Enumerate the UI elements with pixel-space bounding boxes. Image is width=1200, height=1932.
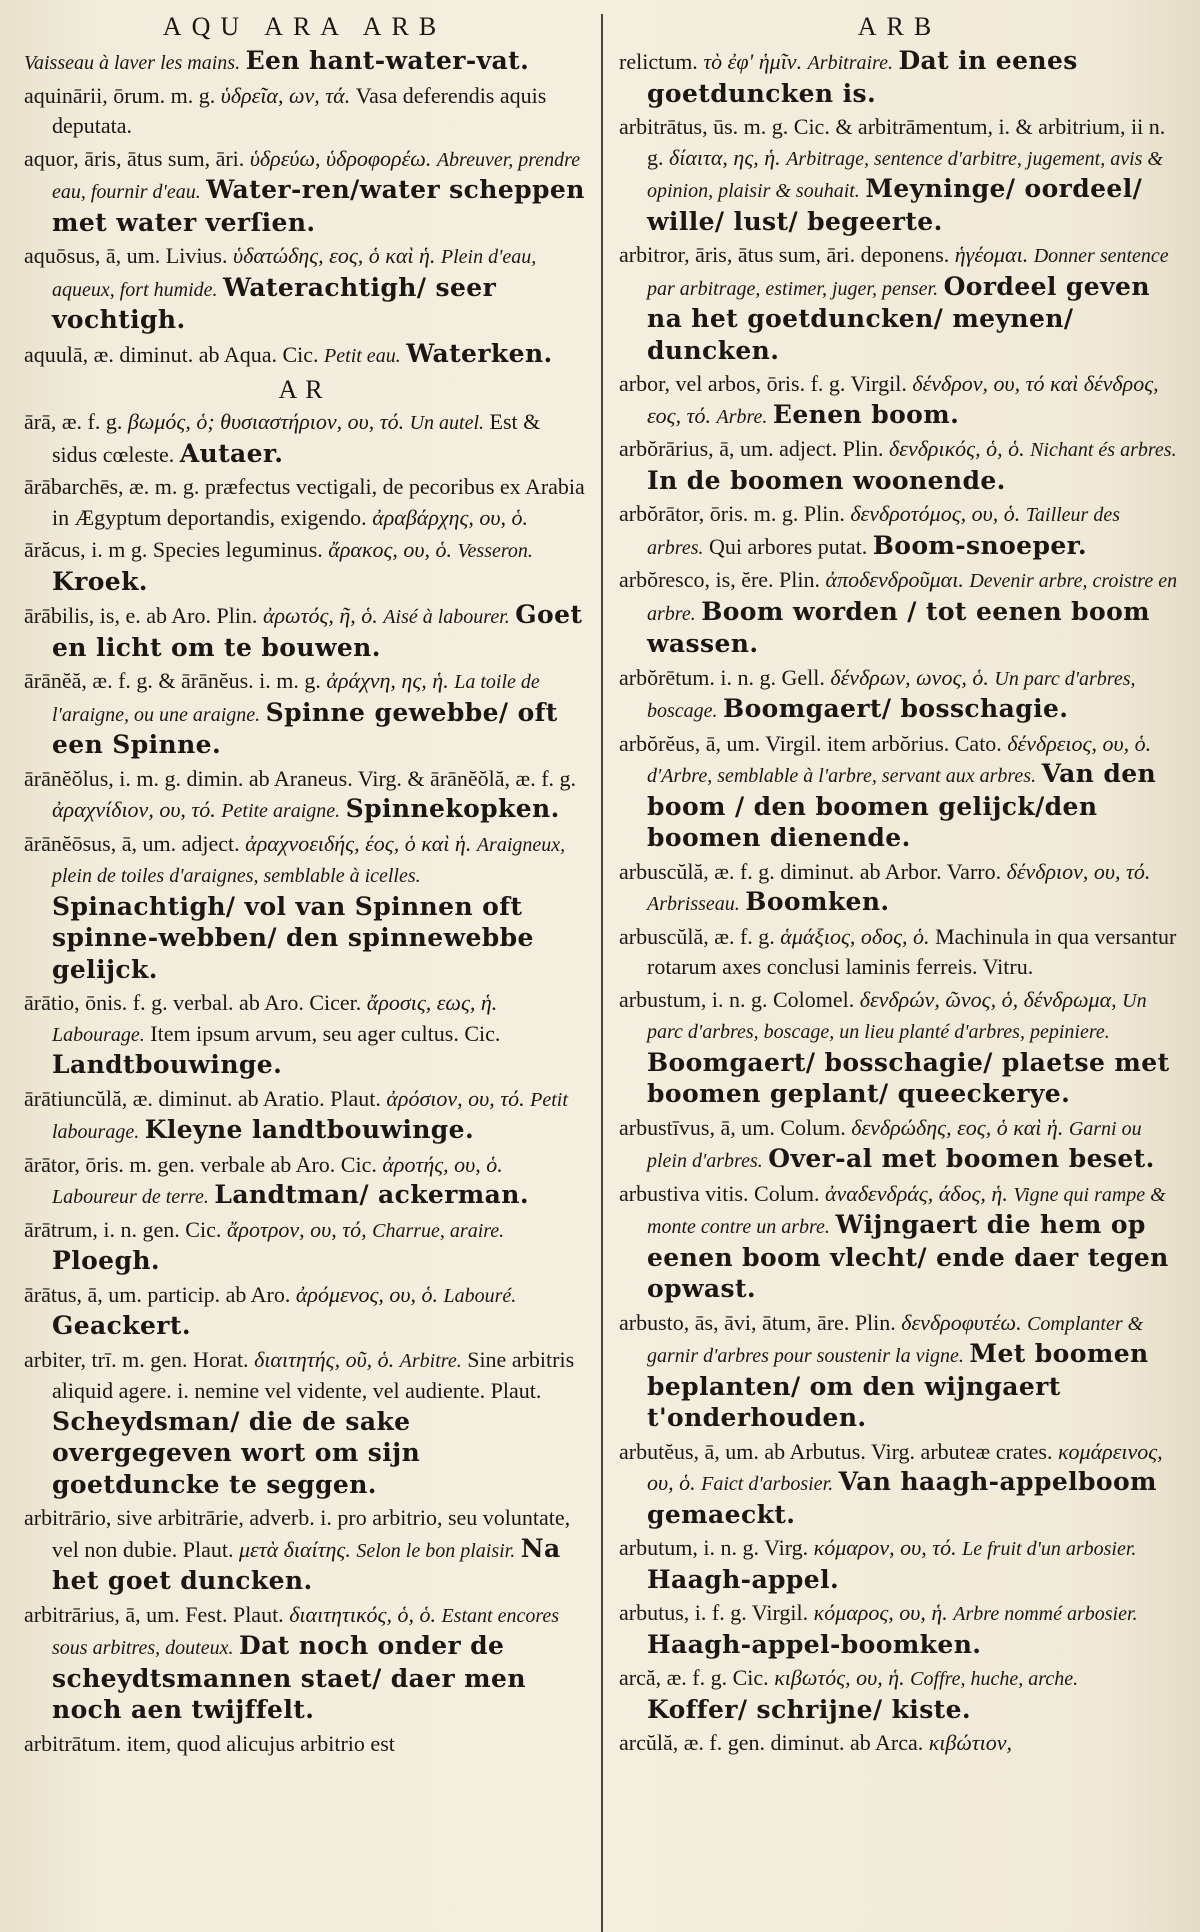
entry-dutch: Koffer/ schrijne/ kiste. [647, 1694, 972, 1724]
entry-latin: ā, um. ab Arbutus. Virg. arbuteæ crates. [704, 1438, 1053, 1464]
entry-dutch: Over-al met boomen beset. [768, 1144, 1155, 1173]
entry-latin: ōnis. f. g. verbal. ab Aro. Cicer. [85, 990, 362, 1015]
dictionary-entry [619, 1113, 1180, 1177]
entry-greek: κιβωτός, ου, ἡ. [774, 1665, 905, 1690]
entry-greek: ὑδρεύω, ὑδροφορέω. [249, 145, 432, 171]
entry-latin: ā, um. adject. [121, 830, 240, 856]
entry-french: Arbrisseau. [647, 893, 740, 915]
entry-headword: arbitror, [619, 242, 690, 267]
entry-headword: ārānĕŏlus, [24, 765, 114, 791]
entry-latin: æ. f. g. & ārānĕus. i. m. g. [92, 668, 321, 693]
entry-french: Plein d'eau, aqueux, fort humide. [52, 246, 537, 301]
entry-french: Un parc d'arbres, boscage. [647, 667, 1136, 722]
entry-french: Devenir arbre, croistre en arbre. [647, 570, 1178, 625]
entry-headword: arbusto, [619, 1309, 690, 1335]
entry-dutch: Boom-snoeper. [872, 530, 1088, 560]
dictionary-entry [619, 1728, 1180, 1759]
dictionary-entry [619, 240, 1180, 367]
entry-greek: δενδρικός, ὁ, ὁ. [889, 436, 1025, 461]
entry-greek: ἄροτρον, ου, τό, [226, 1216, 367, 1242]
entry-greek: ἀροτής, ου, ὁ. [382, 1151, 503, 1177]
entry-french: d'Arbre, semblable à l'arbre, servant aux arbres. [647, 765, 1037, 787]
entry-greek: ἀραχνοειδής, έος, ὁ καὶ ἡ. [245, 830, 472, 856]
entry-greek: ἀναδενδράς, άδος, ἡ. [824, 1180, 1008, 1206]
entry-greek: ἡγέομαι. [954, 242, 1029, 267]
entry-french: Complanter & garnir d'arbres pour soustenir la vigne. [647, 1312, 1144, 1367]
dictionary-entry [619, 1663, 1180, 1726]
entry-latin: ā, um. Virgil. item arbŏrius. Cato. [705, 730, 1002, 756]
entry-headword: ārā, [24, 409, 57, 434]
entry-dutch: Met boomen beplanten/ om den wijngaert t'onderhouden. [647, 1339, 1149, 1432]
entry-headword: ārātor, [24, 1151, 80, 1177]
entry-french: Labourage. [52, 1023, 145, 1046]
entry-headword: ārātus, [24, 1281, 83, 1307]
entry-latin-note: Qui arbores putat. [708, 533, 868, 559]
entry-greek: κιβώτιον, [928, 1730, 1012, 1755]
entry-dutch: Boomgaert/ bosschagie/ plaetse met boomen geplant/ queeckerye. [647, 1047, 1170, 1108]
entry-headword: arbor, [619, 371, 671, 396]
entry-latin: ōrum. m. g. [113, 82, 216, 108]
entry-dutch: Spinachtigh/ vol van Spinnen oft spinne-webben/ den spinnewebbe gelijck. [52, 891, 534, 984]
entry-french: Estant encores sous arbitres, douteux. [52, 1604, 560, 1659]
entry-latin: i. m. g. dimin. ab Araneus. Virg. & ārānĕŏlă, æ. f. g. [119, 765, 577, 791]
entry-latin: is, e. ab Aro. Plin. [99, 603, 258, 628]
entry-dutch: Landtbouwinge. [52, 1050, 283, 1079]
entry-latin: trī. m. gen. Horat. [91, 1346, 249, 1372]
entry-latin: āris, ātus sum, āri. [84, 145, 245, 171]
entry-dutch: Dat noch onder de scheydtsmannen staet/ daer men noch aen twijffelt. [52, 1631, 526, 1724]
entry-latin: ōris. m. g. Plin. [709, 501, 845, 526]
dictionary-entry [24, 81, 585, 142]
entry-latin: ā, um. Fest. Plaut. [125, 1601, 284, 1627]
entry-headword: arbitrārius, [24, 1601, 120, 1627]
entry-french: Petit eau. [324, 344, 401, 367]
entry-headword: aquinārii, [24, 82, 108, 108]
entry-french: Un parc d'arbres, boscage, un lieu planté d'arbres, pepiniere. [647, 989, 1147, 1043]
entry-dutch: Meyninge/ oordeel/ wille/ lust/ begeerte. [647, 174, 1143, 236]
entry-latin: ā, um. Colum. [720, 1114, 846, 1140]
entry-dutch: Geackert. [52, 1311, 191, 1340]
dictionary-entry [619, 922, 1180, 983]
entry-dutch: In de boomen woonende. [647, 465, 1006, 495]
entry-greek: ἁμάξιος, οδος, ὁ. [780, 923, 930, 949]
entry-dutch: Boom worden / tot eenen boom wassen. [647, 596, 1151, 658]
entry-headword: ārātrum, [24, 1216, 98, 1242]
left-entries [24, 407, 585, 1759]
dictionary-entry [24, 600, 585, 664]
entry-greek: ὑδρεῖα, ων, τά. [220, 82, 351, 108]
entry-french: Aisé à labourer. [383, 606, 510, 628]
dictionary-entry [619, 985, 1180, 1111]
right-column [607, 10, 1186, 1932]
entry-greek: διαιτητικός, ὁ, ὁ. [289, 1601, 436, 1627]
entry-french: Arbre. [716, 405, 768, 428]
entry-latin: æ. m. g. præfectus vectigali, de pecoribus ex Arabia in Ægyptum deportandis, exigendo. [52, 474, 585, 530]
entry-dutch: Boomken. [745, 887, 890, 916]
entry-headword: arbitrātus, [619, 114, 708, 139]
entry-french: Tailleur des arbres. [647, 504, 1120, 559]
entry-greek: δένδρειος, ου, ὁ. [1007, 730, 1152, 756]
entry-headword: arbustiva [619, 1180, 700, 1206]
entry-greek: βωμός, ὁ; θυσιαστήριον, ου, τό. [127, 409, 405, 434]
left-running-head: AQU ARA ARB [162, 12, 447, 41]
entry-french: Un autel. [409, 412, 485, 434]
entry-latin: æ. diminut. ab Aratio. Plaut. [132, 1085, 381, 1111]
entry-headword: arbŏrārius, [619, 436, 714, 461]
entry-latin: i. m g. Species leguminus. [91, 537, 323, 562]
dictionary-entry [619, 565, 1180, 661]
entry-headword: ārānĕă, [24, 668, 87, 693]
entry-french: La toile de l'araigne, ou une araigne. [52, 671, 540, 726]
dictionary-entry [24, 666, 585, 762]
right-entries [619, 46, 1180, 1759]
entry-latin: item, quod alicujus arbitrio est [126, 1730, 395, 1756]
dictionary-entry [619, 1533, 1180, 1596]
entry-latin: i. n. g. Gell. [720, 664, 825, 690]
entry-dutch: Landtman/ ackerman. [214, 1180, 529, 1209]
entry-dutch: Goet en licht om te bouwen. [52, 600, 583, 662]
entry-greek: δενδρών, ῶνος, ὁ, δένδρωμα, [859, 986, 1117, 1012]
entry-dutch: Waterachtigh/ seer vochtigh. [52, 272, 497, 334]
entry-latin: i. n. g. Virg. [703, 1535, 809, 1560]
entry-latin: ōris. m. gen. verbale ab Aro. Cic. [85, 1151, 377, 1177]
entry-headword: arcă, [619, 1665, 662, 1690]
entry-headword: arbutĕus, [619, 1438, 700, 1464]
dictionary-entry [24, 46, 585, 79]
dictionary-entry [619, 112, 1180, 238]
dictionary-entry [24, 472, 585, 533]
entry-latin: i. f. g. Virgil. [694, 1600, 809, 1625]
entry-dutch: Spinne gewebbe/ oft een Spinne. [52, 697, 558, 759]
dictionary-entry [24, 988, 585, 1082]
column-divider [601, 14, 603, 1932]
entry-latin: ā, um. Livius. [105, 243, 228, 268]
entry-headword: arbutum, [619, 1535, 698, 1560]
two-column-layout [14, 10, 1186, 1932]
entry-latin: ā, um. adject. Plin. [719, 436, 884, 461]
entry-headword: arbustum, [619, 986, 707, 1012]
entry-french: Vaisseau à laver les mains. [24, 52, 241, 74]
entry-dutch: Na het goet duncken. [52, 1533, 561, 1595]
entry-dutch: Scheydsman/ die de sake overgegeven wort om sijn goetduncke te seggen. [52, 1406, 421, 1499]
dictionary-entry [619, 1308, 1180, 1435]
dictionary-entry [619, 729, 1180, 855]
entry-headword: arbitrātum. [24, 1730, 122, 1756]
entry-greek: δένδρον, ου, τό καὶ δένδρος, εος, τό. [647, 371, 1159, 428]
dictionary-entry [619, 434, 1180, 497]
entry-french: Araigneux, plein de toiles d'araignes, semblable à icelles. [52, 833, 566, 887]
entry-headword: ārātiuncŭlă, [24, 1085, 128, 1111]
entry-latin: vitis. Colum. [705, 1180, 820, 1206]
entry-greek: δενδρώδης, εος, ὁ καὶ ἡ. [851, 1114, 1064, 1140]
entry-latin: i. n. gen. Cic. [103, 1216, 222, 1242]
entry-headword: arbitrārio, [24, 1505, 112, 1530]
entry-latin: i. n. g. Colomel. [711, 986, 855, 1012]
entry-dutch: Kleyne landtbouwinge. [144, 1115, 475, 1144]
dictionary-entry [619, 1179, 1180, 1306]
entry-greek: μετὰ διαίτης. [238, 1536, 351, 1562]
entry-greek: κόμαρος, ου, ἡ. [813, 1600, 948, 1625]
entry-headword: arbuscŭlă, [619, 923, 709, 949]
dictionary-entry [24, 1345, 585, 1502]
entry-latin: æ. f. gen. diminut. ab Arca. [683, 1730, 924, 1755]
dictionary-entry [24, 1084, 585, 1148]
entry-greek: ἀποδενδροῦμαι. [825, 567, 964, 592]
entry-dutch: Dat in eenes goetduncken is. [647, 46, 1078, 108]
entry-french: Faict d'arbosier. [701, 1473, 834, 1495]
entry-latin: ā, um. particip. ab Aro. [87, 1281, 291, 1307]
entry-dutch: Een hant-water-vat. [245, 46, 530, 75]
entry-headword: arbiter, [24, 1346, 87, 1372]
entry-latin: æ. f. g. [714, 923, 775, 949]
left-pre-entries [24, 46, 585, 371]
entry-french: Abreuver, prendre eau, fournir d'eau. [52, 148, 581, 203]
entry-french: Laboureur de terre. [52, 1186, 209, 1208]
entry-latin-note: Sine arbitris aliquid agere. i. nemine vel vidente, vel audiente. Plaut. [52, 1346, 575, 1403]
entry-headword: aquōsus, [24, 243, 101, 268]
entry-headword: aquulā, [24, 341, 89, 367]
dictionary-entry [619, 1598, 1180, 1661]
entry-greek: ἀράχνη, ης, ἡ. [326, 668, 449, 693]
entry-french: Petite araigne. [221, 800, 341, 822]
dictionary-entry [619, 46, 1180, 110]
dictionary-entry [24, 144, 585, 240]
entry-french: Arbitraire. [807, 52, 893, 74]
entry-greek: ἀραβάρχης, ου, ὁ. [372, 504, 529, 530]
entry-headword: arbustīvus, [619, 1114, 715, 1140]
entry-greek: διαιτητής, οῦ, ὁ. [254, 1346, 395, 1372]
entry-greek: δίαιτα, ης, ἡ. [669, 144, 781, 170]
entry-headword: arbŏrātor, [619, 501, 705, 526]
entry-greek: ἀρόσιον, ου, τό. [386, 1085, 525, 1111]
entry-french: Arbitrage, sentence d'arbitre, jugement, avis & opinion, plaisir & souhait. [647, 147, 1163, 202]
entry-latin: relictum. [619, 49, 698, 74]
entry-headword: ārăcus, [24, 537, 86, 562]
entry-french: Selon le bon plaisir. [356, 1539, 516, 1562]
entry-french: Le fruit d'un arbosier. [962, 1538, 1137, 1560]
entry-dutch: Boomgaert/ bosschagie. [723, 694, 1069, 723]
entry-dutch: Haagh-appel-boomken. [647, 1629, 982, 1659]
dictionary-entry [619, 857, 1180, 920]
entry-french: Arbitre. [399, 1349, 462, 1372]
entry-headword: arbŏrētum. [619, 664, 715, 690]
entry-headword: arbutus, [619, 1600, 690, 1625]
entry-latin-note: Est & sidus cœleste. [52, 409, 541, 467]
entry-headword: arbŏrĕus, [619, 730, 701, 756]
dictionary-entry [24, 1215, 585, 1278]
entry-dutch: Waterken. [406, 338, 553, 368]
entry-french: Vesseron. [457, 540, 533, 562]
entry-headword: aquor, [24, 145, 79, 171]
dictionary-entry [24, 1280, 585, 1343]
entry-dutch: Haagh-appel. [647, 1564, 840, 1594]
entry-dutch: Wijngaert die hem op eenen boom vlecht/ ende daer tegen opwast. [647, 1210, 1169, 1303]
left-column [14, 10, 597, 1932]
entry-greek: ἀρόμενος, ου, ὁ. [295, 1281, 438, 1307]
entry-dutch: Oordeel geven na het goetduncken/ meynen/ duncken. [647, 271, 1150, 365]
dictionary-entry [24, 1600, 585, 1727]
entry-dutch: Water-ren/water scheppen met water verſien. [52, 175, 585, 237]
entry-french: Vigne qui rampe & monte contre un arbre. [647, 1183, 1166, 1238]
entry-greek: δένδρων, ωνος, ὁ. [830, 664, 989, 690]
dictionary-entry [619, 499, 1180, 563]
entry-dutch: Van haagh-appelboom gemaeckt. [647, 1467, 1157, 1529]
entry-latin-note: Vasa deferendis aquis deputata. [52, 82, 547, 138]
entry-latin: æ. diminut. ab Aqua. Cic. [93, 341, 319, 367]
entry-dutch: Autaer. [179, 438, 284, 468]
entry-french: Donner sentence par arbitrage, estimer, juger, penser. [647, 245, 1169, 300]
entry-latin: æ. f. g. Cic. [666, 1665, 769, 1690]
entry-french: Petit labourage. [52, 1088, 568, 1143]
entry-headword: arcŭlă, [619, 1730, 679, 1755]
entry-greek: δένδριον, ου, τό. [1006, 858, 1151, 884]
dictionary-entry [24, 1503, 585, 1598]
entry-latin: sive arbitrārie, adverb. i. pro arbitrio, seu voluntate, vel non dubie. Plaut. [52, 1505, 571, 1562]
entry-headword: arbŏresco, [619, 567, 711, 592]
entry-dutch: Ploegh. [52, 1246, 161, 1275]
entry-dutch: Spinnekopken. [345, 794, 560, 823]
dictionary-entry [24, 1150, 585, 1213]
section-letter: AR [278, 375, 331, 404]
entry-latin-note: Item ipsum arvum, seu ager cultus. Cic. [150, 1020, 501, 1046]
entry-greek: κόμαρον, ου, τό. [813, 1535, 957, 1560]
right-running-head: ARB [857, 12, 942, 41]
entry-french: Charrue, araire. [372, 1219, 505, 1242]
entry-dutch: Eenen boom. [772, 399, 960, 429]
entry-greek: ὑδατώδης, εος, ὁ καὶ ἡ. [233, 243, 436, 268]
entry-latin: æ. f. g. [61, 409, 123, 434]
entry-greek: κομάρεινος, ου, ὁ. [647, 1438, 1163, 1495]
entry-french: Labouré. [443, 1284, 517, 1307]
entry-greek: ἄροσις, εως, ἡ. [366, 990, 498, 1015]
entry-french: Coffre, huche, arche. [910, 1668, 1079, 1690]
entry-greek: δενδροφυτέω. [901, 1309, 1022, 1335]
dictionary-entry [619, 369, 1180, 432]
entry-dutch: Van den boom / den boomen gelijck/den boomen dienende. [647, 759, 1157, 852]
entry-headword: ārābilis, [24, 603, 95, 628]
entry-headword: arbuscŭlă, [619, 858, 709, 884]
entry-greek: τὸ ἐφ' ἡμῖν. [703, 49, 803, 74]
entry-headword: ārābarchēs, [24, 474, 124, 499]
entry-greek: δενδροτόμος, ου, ὁ. [850, 501, 1021, 526]
dictionary-entry [24, 1729, 585, 1760]
dictionary-entry [619, 663, 1180, 727]
dictionary-entry [24, 241, 585, 337]
entry-greek: ἀρωτός, ῆ, ὁ. [262, 603, 378, 628]
entry-greek: ἄρακος, ου, ὁ. [328, 537, 453, 562]
entry-greek: ἀραχνίδιον, ου, τό. [52, 797, 216, 822]
dictionary-entry [24, 829, 585, 987]
dictionary-entry [24, 407, 585, 470]
entry-french: Arbre nommé arbosier. [953, 1603, 1138, 1625]
entry-french: Garni ou plein d'arbres. [647, 1117, 1142, 1172]
entry-dutch: Kroek. [52, 566, 148, 596]
entry-latin: ūs. m. g. Cic. & arbitrāmentum, i. & arbitrium, ii n. g. [647, 114, 1166, 170]
entry-latin: is, ĕre. Plin. [715, 567, 821, 592]
dictionary-entry [24, 764, 585, 827]
dictionary-entry [24, 535, 585, 598]
entry-latin: āris, ātus sum, āri. deponens. [695, 242, 950, 267]
entry-latin: ās, āvi, ātum, āre. Plin. [694, 1309, 896, 1335]
entry-latin-note: Machinula in qua versantur rotarum axes conclusi laminis ferreis. Vitru. [647, 923, 1177, 979]
dictionary-entry [24, 339, 585, 372]
entry-french: Nichant és arbres. [1030, 439, 1177, 461]
entry-headword: ārānĕōsus, [24, 830, 117, 856]
dictionary-entry [619, 1437, 1180, 1532]
entry-headword: ārātio, [24, 990, 80, 1015]
entry-latin: vel arbos, ōris. f. g. Virgil. [675, 371, 907, 396]
entry-latin: æ. f. g. diminut. ab Arbor. Varro. [714, 858, 1002, 884]
